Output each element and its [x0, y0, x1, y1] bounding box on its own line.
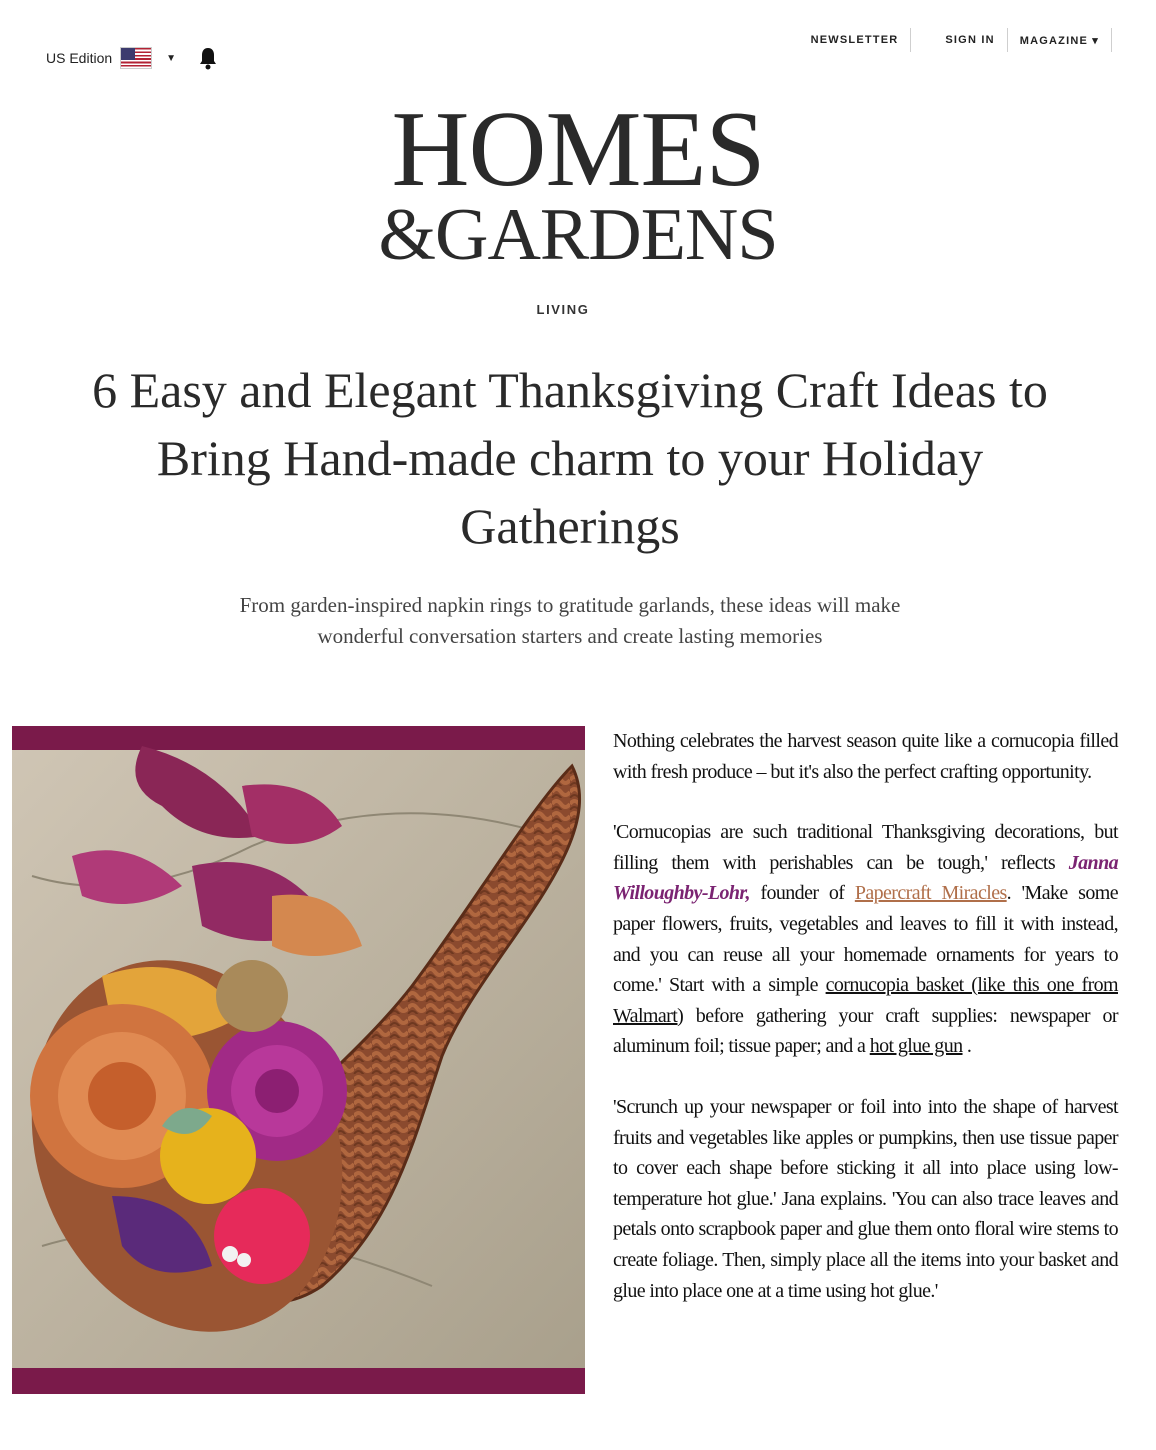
article-body	[613, 726, 1118, 1336]
paragraph-text: before gathering your craft supplies: newspaper or aluminum foil; tissue paper; and a	[613, 1004, 1118, 1058]
paragraph-text: 'Cornucopias are such traditional Thanksgiving decorations, but filling them with perishables can be tough,' reflects	[613, 821, 1118, 874]
edition-selector[interactable]	[46, 46, 218, 70]
caret-down-icon[interactable]: ▼	[166, 52, 177, 64]
cornucopia-image	[12, 726, 585, 1394]
article-dek: From garden-inspired napkin rings to gratitude garlands, these ideas will make wonderful conversation starters and create lasting memories	[239, 593, 901, 648]
author-name: Janna Willoughby-Lohr,	[613, 851, 1118, 905]
category-label[interactable]: LIVING	[536, 302, 590, 317]
walmart-basket-link[interactable]: cornucopia basket (like this one from Walmart)	[613, 974, 1118, 1027]
site-logo-gardens[interactable]: &GARDENS	[378, 194, 778, 276]
site-logo-homes[interactable]: HOMES	[391, 90, 765, 209]
article-paragraph: Nothing celebrates the harvest season quite like a cornucopia filled with fresh produce – but it's also the perfect crafting opportunity.	[613, 730, 1118, 783]
newsletter-link[interactable]: NEWSLETTER	[811, 28, 912, 52]
papercraft-miracles-link[interactable]: Papercraft Miracles	[854, 882, 1007, 905]
sign-in-link[interactable]: SIGN IN	[933, 28, 1007, 52]
article-paragraph: 'Scrunch up your newspaper or foil into into the shape of harvest fruits and vegetables like apples or pumpkins, then use tissue paper to cover each shape before sticking it all into place using low-temperature hot glue.' Jana explains. 'You can also trace leaves and petals onto scrapbook paper and glue them onto floral wire stems to create foliage. Then, simply place all the items into your basket and glue into place one at a time using hot glue.'	[613, 1095, 1118, 1302]
top-nav	[811, 28, 1112, 52]
cornucopia-illustration	[12, 726, 585, 1394]
us-flag-icon	[120, 47, 152, 69]
bell-icon[interactable]	[198, 46, 218, 70]
article-paragraph	[613, 817, 1118, 1062]
paragraph-text: .	[962, 1035, 972, 1058]
paragraph-text: . 'Make some paper flowers, fruits, vegetables and leaves to fill it with instead, and you can reuse all your homemade ornaments for years to come.' Start with a simple	[613, 882, 1118, 997]
hot-glue-gun-link[interactable]: hot glue gun	[869, 1035, 963, 1058]
edition-label[interactable]: US Edition	[46, 50, 113, 66]
paragraph-text: founder of	[749, 882, 855, 905]
magazine-menu[interactable]: MAGAZINE ▾	[1008, 28, 1112, 52]
article-headline: 6 Easy and Elegant Thanksgiving Craft Ideas to Bring Hand-made charm to your Holiday Gatherings	[92, 362, 1048, 554]
